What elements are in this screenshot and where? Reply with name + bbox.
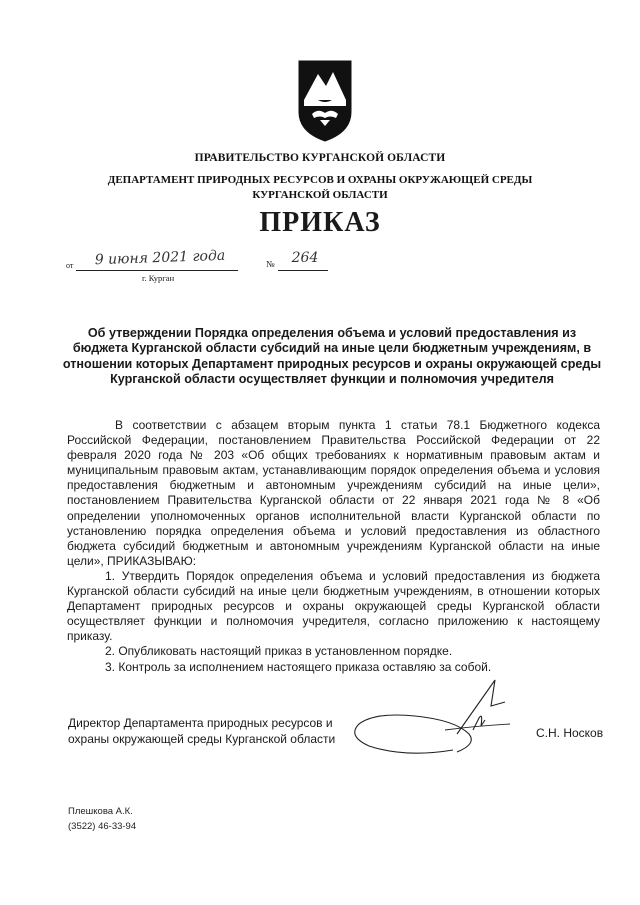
order-item-3: 3. Контроль за исполнением настоящего приказа оставляю за собой. — [105, 659, 492, 674]
executor-block — [68, 804, 136, 834]
number-underline — [278, 270, 328, 271]
order-subject: Об утверждении Порядка определения объема и условий предоставления из бюджета Курганской области субсидий на иные цели бюджетным учреждениям, в отношении которых Департамент природных ресурсов и охраны окружающей среды Курганской области осуществляет функции и полномочия учредителя — [62, 326, 602, 387]
order-body — [67, 418, 600, 675]
date-from-label: от — [66, 261, 74, 270]
city-label: г. Курган — [142, 273, 175, 283]
executor-phone: (3522) 46-33-94 — [68, 821, 137, 832]
signatory-name: С.Н. Носков — [536, 726, 604, 740]
date-underline — [76, 270, 238, 271]
signatory-position-line2: охраны окружающей среды Курганской области — [68, 731, 336, 746]
department-title-line2: КУРГАНСКОЙ ОБЛАСТИ — [252, 189, 388, 201]
date-number-row — [66, 247, 346, 272]
document-type-title: ПРИКАЗ — [259, 207, 381, 238]
department-title-line1: ДЕПАРТАМЕНТ ПРИРОДНЫХ РЕСУРСОВ И ОХРАНЫ ОКРУЖАЮЩЕЙ СРЕДЫ — [107, 174, 533, 186]
order-item-2: 2. Опубликовать настоящий приказ в установленном порядке. — [105, 644, 453, 659]
number-label: № — [266, 259, 275, 269]
handwritten-number: 264 — [291, 250, 319, 266]
handwritten-date: 9 июня 2021 года — [94, 247, 226, 269]
coat-of-arms-icon — [298, 60, 352, 142]
signatory-position — [68, 716, 368, 747]
executor-name: Плешкова А.К. — [68, 806, 133, 817]
preamble-paragraph: В соответствии с абзацем вторым пункта 1 статьи 78.1 Бюджетного кодекса Российской Федерации, постановлением Правительства Российской Федерации от 22 февраля 2020 года № 203 «Об общих требованиях к нормативным правовым актам и муниципальным правовым актам, устанавливающим порядок определения объема и условия предоставления бюджетным и автономным учреждениям субсидий на иные цели», постановлением Правительства Курганской области от 22 января 2021 года № 8 «Об определении уполномоченных органов исполнительной власти Курганской области по установлению порядка определения объема и условий предоставления из областного бюджета субсидий бюджетным и автономным учреждениям Курганской области на иные цели», ПРИКАЗЫВАЮ: — [67, 418, 600, 568]
signatory-position-line1: Директор Департамента природных ресурсов и — [68, 716, 333, 730]
order-item-1: 1. Утвердить Порядок определения объема и условий предоставления из бюджета Курганской области субсидий на иные цели бюджетным учреждениям, в отношении которых Департамент природных ресурсов и охраны окружающей среды Курганской области осуществляет функции и полномочия учредителя, согласно приложению к настоящему приказу. — [67, 568, 600, 644]
government-title: ПРАВИТЕЛЬСТВО КУРГАНСКОЙ ОБЛАСТИ — [194, 152, 446, 164]
handwritten-signature — [345, 672, 520, 772]
